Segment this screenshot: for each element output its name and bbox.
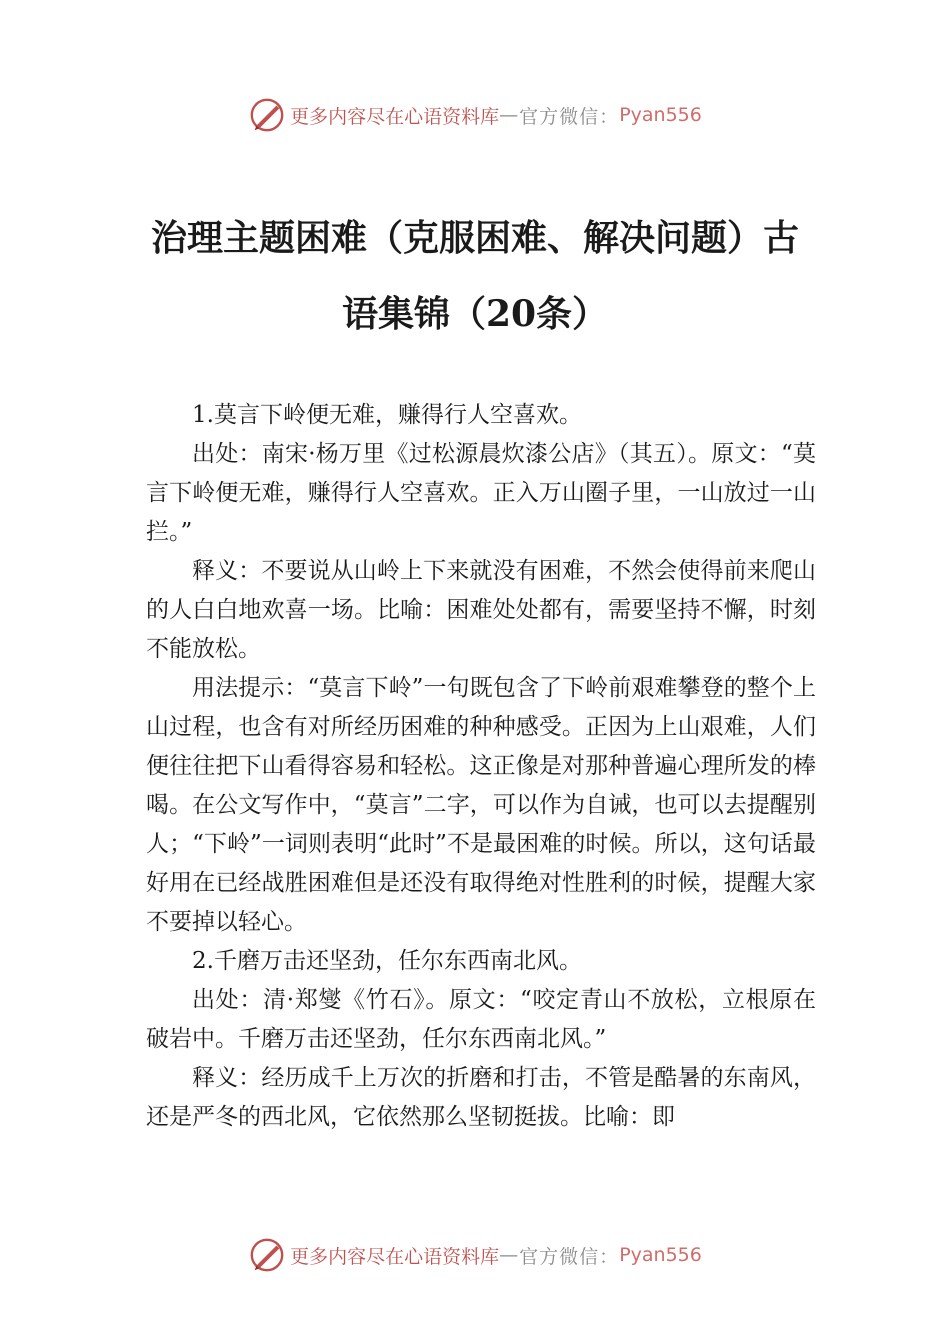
banner-wechat-label: 官方微信： [519, 105, 620, 128]
title-line-2: 语集锦（20条） [341, 293, 609, 335]
banner-wechat-label: 官方微信： [519, 1245, 620, 1268]
banner-text: 更多内容尽在心语资料库 [290, 105, 500, 128]
pen-logo-icon [248, 96, 286, 134]
banner-text: 更多内容尽在心语资料库 [290, 1245, 500, 1268]
paragraph: 释义：经历成千上万次的折磨和打击，不管是酷暑的东南风，还是严冬的西北风，它依然那么坚韧挺拔。比喻：即 [146, 1065, 816, 1130]
paragraph: 1.莫言下岭便无难，赚得行人空喜欢。 [192, 402, 582, 428]
page-title [145, 200, 805, 352]
title-line-1: 治理主题困难（克服困难、解决问题）古 [150, 217, 799, 259]
pen-logo-icon [248, 1236, 286, 1274]
banner-wechat-id: Pyan556 [619, 104, 702, 126]
paragraph: 释义：不要说从山岭上下来就没有困难，不然会使得前来爬山的人白白地欢喜一场。比喻：困难处处都有，需要坚持不懈，时刻不能放松。 [146, 558, 816, 662]
paragraph: 出处：清·郑燮《竹石》。原文：“咬定青山不放松，立根原在破岩中。千磨万击还坚劲，任尔东西南北风。” [146, 987, 816, 1052]
footer-banner [0, 1236, 950, 1274]
banner-separator: — [499, 104, 520, 126]
banner-separator: — [499, 1244, 520, 1266]
header-banner [0, 96, 950, 134]
paragraph: 出处：南宋·杨万里《过松源晨炊漆公店》（其五）。原文：“莫言下岭便无难，赚得行人空喜欢。正入万山圈子里，一山放过一山拦。” [146, 441, 816, 545]
document-body [146, 396, 816, 1137]
banner-wechat-id: Pyan556 [619, 1244, 702, 1266]
paragraph: 2.千磨万击还坚劲，任尔东西南北风。 [192, 948, 582, 974]
paragraph: 用法提示：“莫言下岭”一句既包含了下岭前艰难攀登的整个上山过程，也含有对所经历困难的种种感受。正因为上山艰难，人们便往往把下山看得容易和轻松。这正像是对那种普遍心理所发的棒喝。在公文写作中，“莫言”二字，可以作为自诫，也可以去提醒别人；“下岭”一词则表明“此时”不是最困难的时候。所以，这句话最好用在已经战胜困难但是还没有取得绝对性胜利的时候，提醒大家不要掉以轻心。 [146, 675, 816, 935]
